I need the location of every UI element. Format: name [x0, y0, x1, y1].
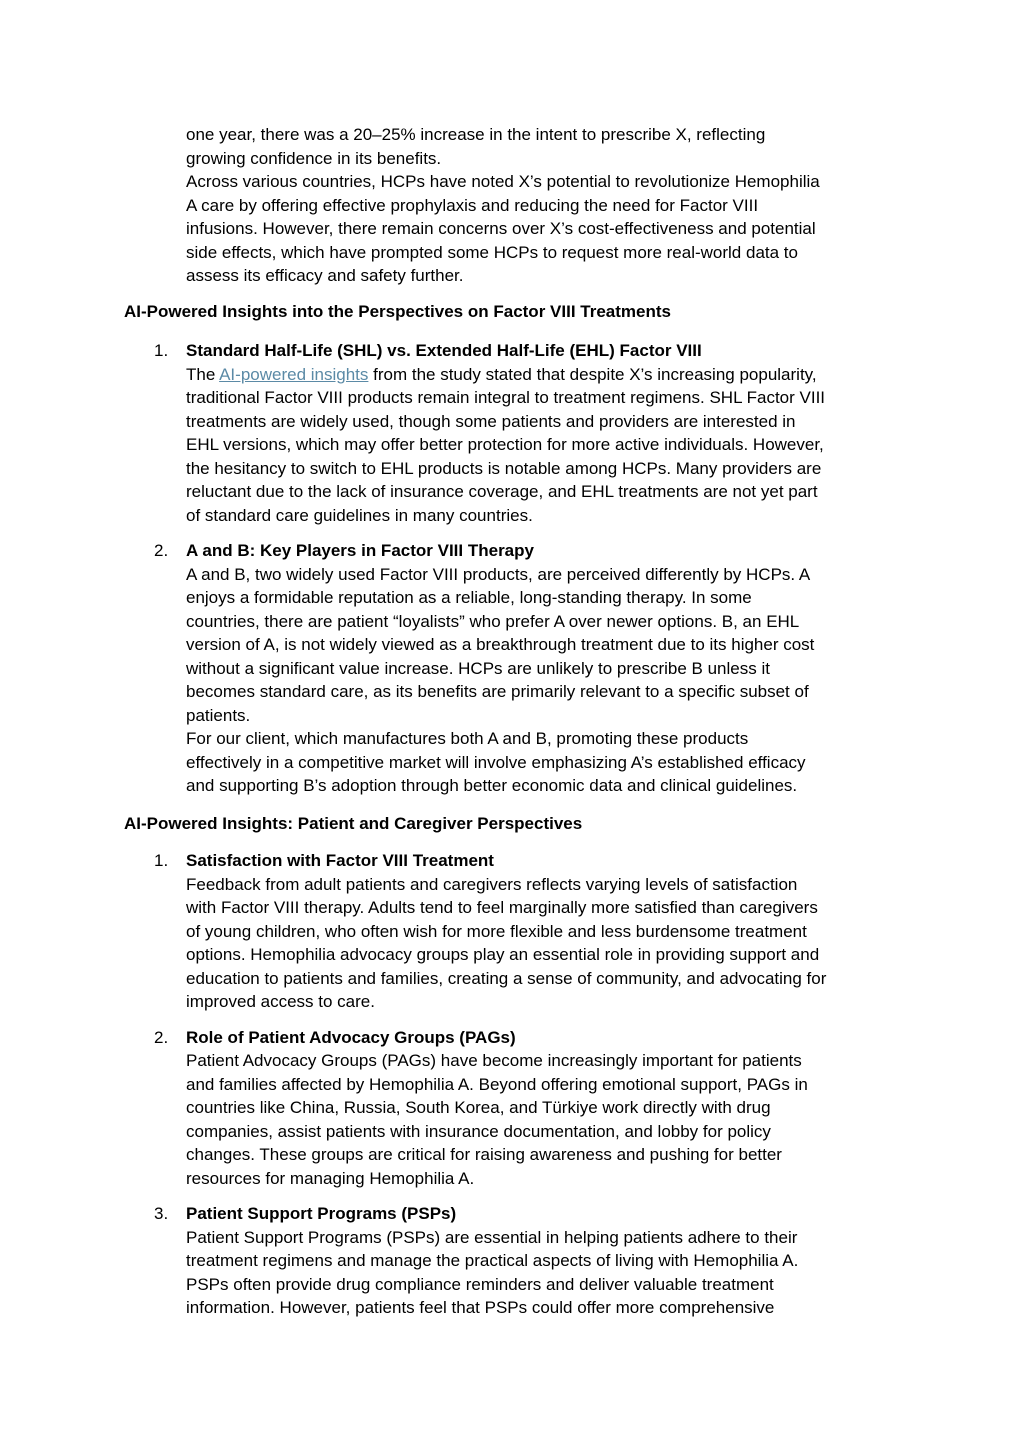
item-body [186, 563, 910, 798]
item-title: A and B: Key Players in Factor VIII Therapy [186, 541, 534, 560]
intro-paragraph-2: Across various countries, HCPs have noted X’s potential to revolutionize Hemophilia A care by offering effective prophylaxis and reducing the need for Factor VIII infusions. However, there remain concerns over X’s cost-effectiveness and potential side effects, which have prompted some HCPs to request more real-world data to assess its efficacy and safety further. [186, 172, 820, 285]
item-body [186, 363, 910, 528]
item-paragraph-1: A and B, two widely used Factor VIII products, are perceived differently by HCPs. A enjoys a formidable reputation as a reliable, long-standing therapy. In some countries, there are patient “loyalists” who prefer A over newer options. B, an EHL version of A, is not widely viewed as a breakthrough treatment due to its higher cost without a significant value increase. HCPs are unlikely to prescribe B unless it becomes standard care, as its benefits are primarily relevant to a specific subset of patients. [186, 564, 815, 725]
list-number: 3. [154, 1204, 169, 1223]
list-item [150, 539, 910, 798]
item-body [186, 873, 910, 1014]
item-title: Patient Support Programs (PSPs) [186, 1204, 457, 1223]
item-paragraph: Patient Support Programs (PSPs) are essential in helping patients adhere to their treatment regimens and manage the practical aspects of living with Hemophilia A. PSPs often provide drug compliance reminders and deliver valuable treatment information. However, patients feel that PSPs could offer more comprehensive [186, 1227, 799, 1317]
list-item [150, 1026, 910, 1191]
item-body [186, 1226, 910, 1320]
item-paragraph-2: For our client, which manufactures both A and B, promoting these products effectively in a competitive market will involve emphasizing A’s established efficacy and supporting B’s adoption through better economic data and clinical guidelines. [186, 729, 806, 795]
body-text-pre: The [186, 364, 220, 384]
item-title: Role of Patient Advocacy Groups (PAGs) [186, 1027, 516, 1047]
list-item [150, 849, 910, 1014]
item-title: Standard Half-Life (SHL) vs. Extended Half-Life (EHL) Factor VIII [186, 341, 702, 360]
list-item [150, 1202, 910, 1320]
item-paragraph: Feedback from adult patients and caregivers reflects varying levels of satisfaction with Factor VIII therapy. Adults tend to feel marginally more satisfied than caregivers of young children, who often wish for more flexible and less burdensome treatment options. Hemophilia advocacy groups play an essential role in providing support and education to patients and families, creating a sense of community, and advocating for improved access to care. [186, 874, 827, 1011]
item-body [186, 1049, 910, 1190]
section-heading-factor-viii: AI-Powered Insights into the Perspectives on Factor VIII Treatments [124, 302, 671, 321]
intro-block [186, 123, 906, 288]
item-title: Satisfaction with Factor VIII Treatment [186, 851, 494, 870]
item-paragraph: Patient Advocacy Groups (PAGs) have become increasingly important for patients and families affected by Hemophilia A. Beyond offering emotional support, PAGs in countries like China, Russia, South Korea, and Türkiye work directly with drug companies, assist patients with insurance documentation, and lobby for policy changes. These groups are critical for raising awareness and pushing for better resources for managing Hemophilia A. [186, 1051, 808, 1188]
patient-perspectives-list [150, 849, 910, 1332]
list-item [150, 339, 910, 527]
factor-viii-list [150, 339, 910, 810]
list-number: 2. [154, 541, 169, 560]
list-number: 1. [154, 341, 169, 360]
list-number: 2. [154, 1027, 169, 1047]
list-number: 1. [154, 851, 169, 870]
body-text-post: from the study stated that despite X’s increasing popularity, traditional Factor VIII products remain integral to treatment regimens. SHL Factor VIII treatments are widely used, though some patients and providers are interested in EHL versions, which may offer better protection for more active individuals. However, the hesitancy to switch to EHL products is notable among HCPs. Many providers are reluctant due to the lack of insurance coverage, and EHL treatments are not yet part of standard care guidelines in many countries. [186, 364, 826, 525]
intro-paragraph-1: one year, there was a 20–25% increase in the intent to prescribe X, reflecting growing confidence in its benefits. [186, 125, 766, 168]
ai-insights-link[interactable]: AI-powered insights [219, 364, 369, 384]
section-heading-patient-caregiver: AI-Powered Insights: Patient and Caregiver Perspectives [124, 814, 583, 833]
